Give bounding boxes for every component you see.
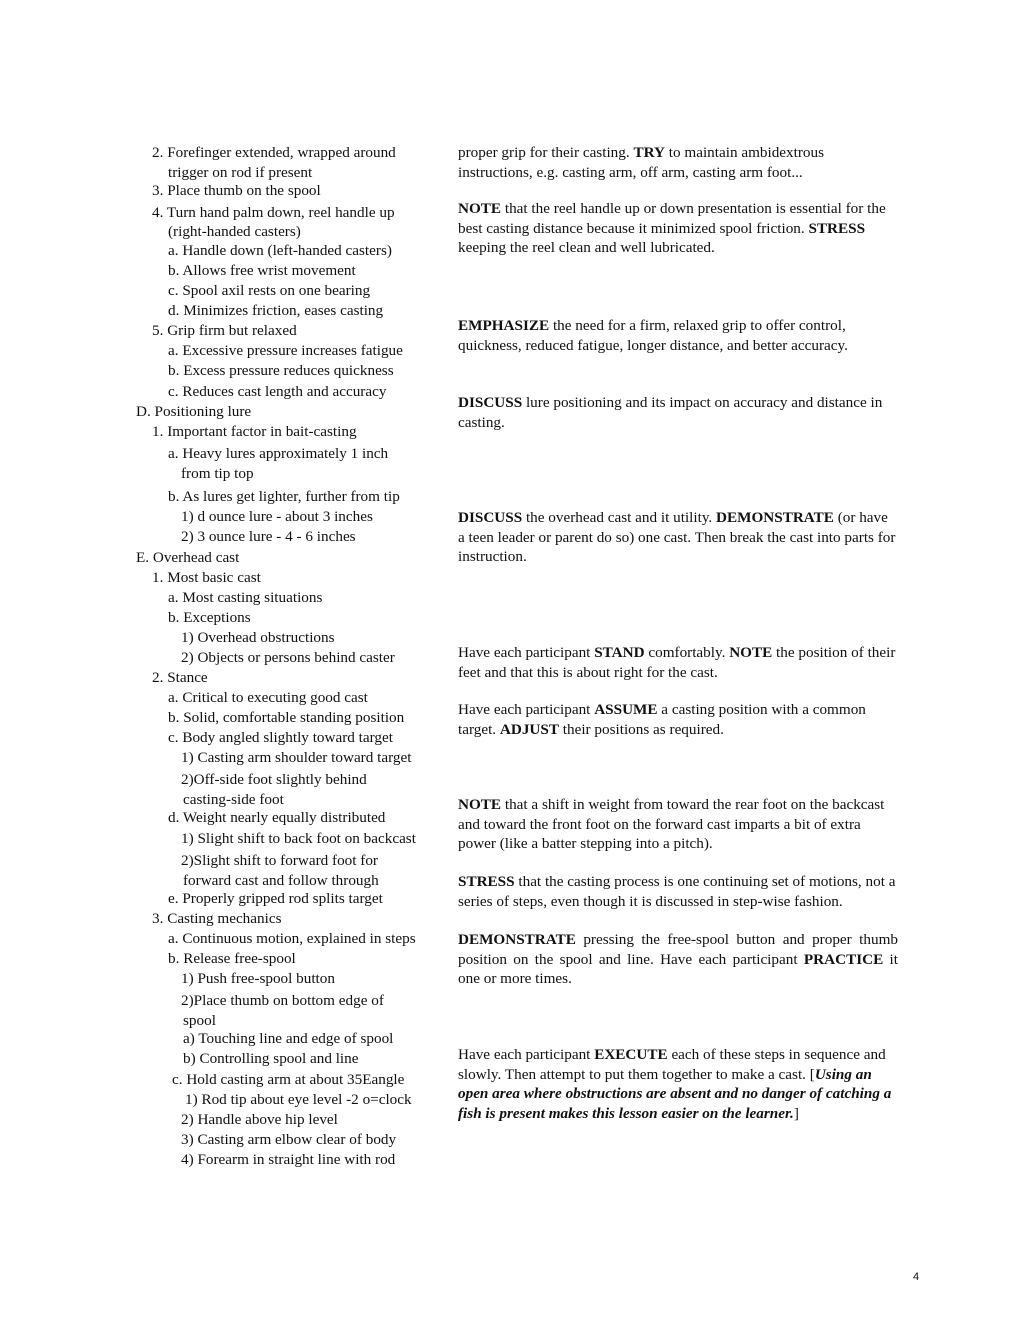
outline-line: c. Reduces cast length and accuracy: [168, 383, 387, 400]
outline-line: c. Body angled slightly toward target: [168, 729, 393, 746]
outline-heading: E. Overhead cast: [136, 549, 240, 566]
outline-line: c. Hold casting arm at about 35Eangle: [172, 1071, 405, 1088]
emphasis-keyword: ASSUME: [594, 701, 658, 718]
emphasis-keyword: NOTE: [458, 200, 502, 217]
outline-line: b. Exceptions: [168, 609, 251, 626]
outline-line: d. Weight nearly equally distributed: [168, 809, 386, 826]
outline-line: c. Spool axil rests on one bearing: [168, 282, 371, 299]
outline-line: 1) Casting arm shoulder toward target: [181, 749, 412, 766]
outline-line: b. As lures get lighter, further from tip: [168, 488, 400, 505]
outline-line: b. Release free-spool: [168, 950, 296, 967]
emphasis-keyword: STAND: [594, 644, 645, 661]
emphasis-keyword: PRACTICE: [803, 950, 884, 968]
emphasis-keyword: DISCUSS: [458, 509, 523, 526]
outline-line: a. Heavy lures approximately 1 inch: [168, 445, 389, 462]
outline-line: 2) Objects or persons behind caster: [181, 649, 395, 666]
instruction-paragraph: NOTE that the reel handle up or down presentation is essential for the best casting distance because it minimized spool friction. STRESS keeping the reel clean and well lubricated.: [458, 200, 886, 256]
emphasis-keyword: NOTE: [458, 796, 502, 813]
outline-line: 3. Casting mechanics: [152, 910, 282, 927]
instruction-paragraph: DEMONSTRATE pressing the free-spool button and proper thumb position on the spool and line. Have each participant PRACTICE it one or more times.: [458, 931, 898, 987]
outline-heading: D. Positioning lure: [136, 403, 252, 420]
outline-line: spool: [183, 1012, 216, 1029]
outline-line: 1) Overhead obstructions: [181, 629, 335, 646]
instruction-paragraph: EMPHASIZE the need for a firm, relaxed grip to offer control, quickness, reduced fatigue, longer distance, and better accuracy.: [458, 317, 848, 354]
page-number: 4: [913, 1271, 920, 1283]
instruction-paragraph: STRESS that the casting process is one continuing set of motions, not a series of steps, even though it is discussed in step-wise fashion.: [458, 873, 896, 910]
emphasis-keyword: NOTE: [729, 644, 773, 661]
outline-line: a) Touching line and edge of spool: [183, 1030, 394, 1047]
outline-line: 1) Push free-spool button: [181, 970, 335, 987]
outline-line: 3) Casting arm elbow clear of body: [181, 1131, 397, 1148]
outline-line: 1) Rod tip about eye level -2 o=clock: [185, 1091, 412, 1108]
outline-line: 2)Slight shift to forward foot for: [181, 852, 378, 869]
outline-line: 1. Important factor in bait-casting: [152, 423, 357, 440]
outline-line: 1) d ounce lure - about 3 inches: [181, 508, 373, 525]
outline-line: 3. Place thumb on the spool: [152, 182, 321, 199]
outline-line: 2. Stance: [152, 669, 208, 686]
outline-line: trigger on rod if present: [168, 164, 313, 181]
outline-line: 2. Forefinger extended, wrapped around: [152, 144, 396, 161]
outline-line: 1) Slight shift to back foot on backcast: [181, 830, 416, 847]
outline-line: 5. Grip firm but relaxed: [152, 322, 297, 339]
outline-line: 2)Place thumb on bottom edge of: [181, 992, 384, 1009]
instruction-paragraph: Have each participant ASSUME a casting position with a common target. ADJUST their positions as required.: [458, 701, 866, 738]
instruction-paragraph: DISCUSS lure positioning and its impact on accuracy and distance in casting.: [458, 394, 883, 431]
outline-line: (right-handed casters): [168, 223, 301, 240]
outline-line: b. Solid, comfortable standing position: [168, 709, 405, 726]
outline-line: 2) 3 ounce lure - 4 - 6 inches: [181, 528, 356, 545]
outline-line: b. Allows free wrist movement: [168, 262, 356, 279]
outline-line: 4) Forearm in straight line with rod: [181, 1151, 396, 1168]
emphasis-keyword: EMPHASIZE: [458, 317, 550, 334]
emphasis-keyword: DISCUSS: [458, 394, 523, 411]
emphasis-keyword: ADJUST: [499, 720, 559, 738]
outline-line: e. Properly gripped rod splits target: [168, 890, 383, 907]
instruction-paragraph: proper grip for their casting. TRY to maintain ambidextrous instructions, e.g. casting arm, off arm, casting arm foot...: [458, 144, 825, 181]
outline-line: 4. Turn hand palm down, reel handle up: [152, 204, 395, 221]
outline-line: a. Excessive pressure increases fatigue: [168, 342, 403, 359]
emphasis-keyword: TRY: [633, 144, 665, 161]
outline-line: a. Critical to executing good cast: [168, 689, 368, 706]
outline-line: casting-side foot: [183, 791, 284, 808]
instruction-paragraph: NOTE that a shift in weight from toward the rear foot on the backcast and toward the front foot on the forward cast imparts a bit of extra power (like a batter stepping into a pitch).: [458, 796, 885, 852]
outline-line: 2) Handle above hip level: [181, 1111, 338, 1128]
outline-line: a. Most casting situations: [168, 589, 323, 606]
emphasis-keyword: STRESS: [458, 873, 515, 890]
emphasis-keyword: DEMONSTRATE: [458, 931, 576, 948]
emphasis-keyword: STRESS: [808, 219, 866, 237]
outline-line: b. Excess pressure reduces quickness: [168, 362, 394, 379]
outline-line: b) Controlling spool and line: [183, 1050, 359, 1067]
instruction-paragraph: DISCUSS the overhead cast and it utility. DEMONSTRATE (or have a teen leader or parent do so) one cast. Then break the cast into parts for instruction.: [458, 509, 896, 565]
outline-line: forward cast and follow through: [183, 872, 379, 889]
outline-line: from tip top: [181, 465, 254, 482]
outline-line: a. Handle down (left-handed casters): [168, 242, 392, 259]
instruction-paragraph: Have each participant EXECUTE each of these steps in sequence and slowly. Then attempt to put them together to make a cast. [Using an open area where obstructions are absent and no danger of catching a fish is present makes this lesson easier on the learner.]: [458, 1046, 892, 1122]
outline-line: 1. Most basic cast: [152, 569, 261, 586]
emphasis-keyword: DEMONSTRATE: [716, 509, 834, 526]
emphasis-keyword: EXECUTE: [594, 1046, 668, 1063]
outline-line: d. Minimizes friction, eases casting: [168, 302, 384, 319]
outline-line: a. Continuous motion, explained in steps: [168, 930, 416, 947]
instruction-paragraph: Have each participant STAND comfortably. NOTE the position of their feet and that this is about right for the cast.: [458, 644, 896, 681]
outline-line: 2)Off-side foot slightly behind: [181, 771, 367, 788]
italic-note: Using an open area where obstructions are absent and no danger of catching a fish is present makes this lesson easier on the learner.: [458, 1065, 892, 1122]
